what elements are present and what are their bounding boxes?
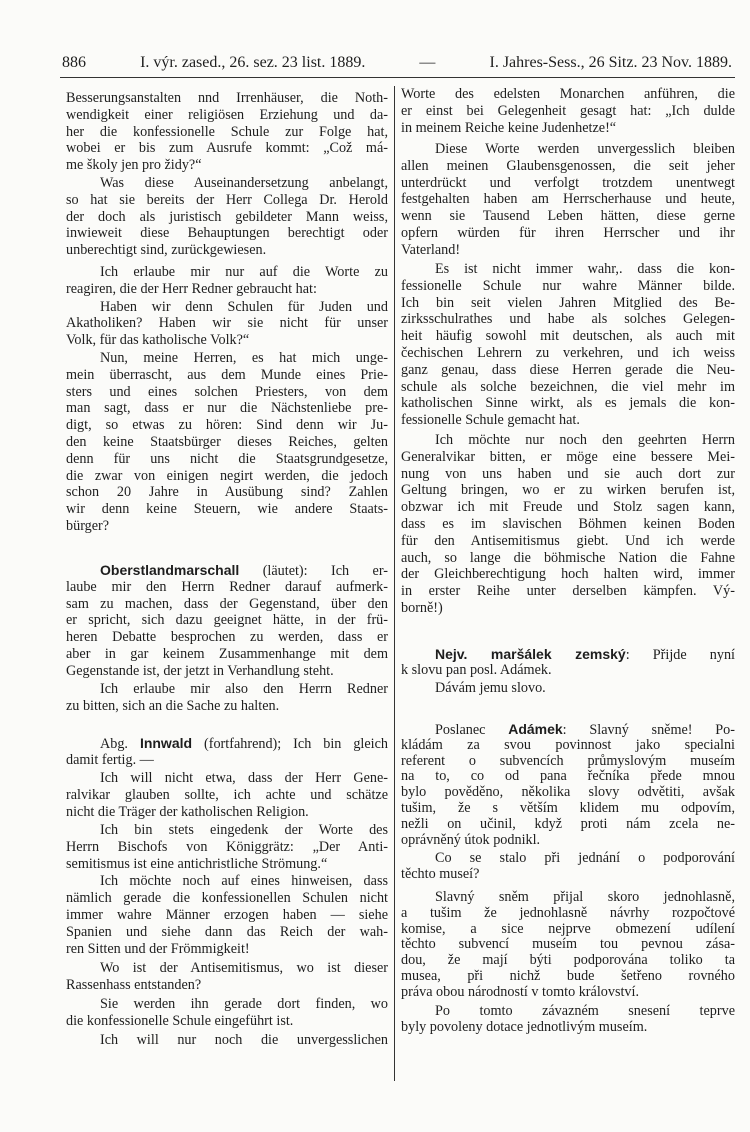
paragraph <box>66 264 388 298</box>
text-line: der Gleichberechtigung hoch halten wird, immer <box>401 566 735 583</box>
text-line: Ich will nur noch die unvergesslichen <box>100 1032 388 1048</box>
text-line: nung von uns haben und sie auch dort zur <box>401 465 735 482</box>
text-line: auch, so lange die böhmische Nation die Fahne <box>401 549 735 566</box>
text-line: in meinem Reiche keine Judenhetze!“ <box>401 119 617 136</box>
paragraph <box>66 299 388 349</box>
text-line: Ich will nicht etwa, dass der Herr Gene- <box>100 770 388 786</box>
text-line: Besserungsanstalten nnd Irrenhäuser, die Noth- <box>66 90 388 106</box>
paragraph <box>401 851 735 883</box>
paragraph <box>66 996 388 1030</box>
text-line: práva obou národností v tomto království. <box>401 983 640 1000</box>
text-line: borně!) <box>401 599 443 616</box>
text-line: in erster Reihe unter derselben kämpfen. Vý- <box>401 583 735 600</box>
text-line <box>401 647 735 663</box>
text-line: wir denn keine Steuern, wie andere Staats- <box>66 501 388 518</box>
text-line: Ich erlaube mir also den Herrn Redner <box>100 681 388 697</box>
text-line: oprávněný útok podnikl. <box>401 831 541 848</box>
text-line: na to, co od pana řečníka přede mnou <box>401 768 735 785</box>
paragraph <box>401 681 735 697</box>
text-line: her die konfessionelle Schule zur Folge hat, <box>66 123 388 140</box>
header-dash: — <box>419 54 436 71</box>
paragraph <box>401 261 735 429</box>
text-line: Vaterland! <box>401 241 461 258</box>
paragraph <box>401 86 735 136</box>
text-segment: (läutet): Ich er- <box>239 563 388 579</box>
text-line: Es ist nicht immer wahr,. dass die kon- <box>435 261 735 277</box>
speaker-name: Oberstlandmarschall <box>100 562 240 578</box>
text-line: er spricht, sich dazu geeignet hätte, in der frü- <box>66 612 388 629</box>
paragraph <box>66 681 388 715</box>
paragraph <box>401 647 735 679</box>
text-line: bylo pověděno, několika slovy odvětiti, avšak <box>401 784 735 801</box>
text-line: schule als solche bezeichnen, die viel mehr im <box>401 378 735 395</box>
paragraph <box>401 141 735 259</box>
text-line: unterdrückt und verfolgt trotzdem unentwegt <box>401 174 735 191</box>
text-line: ren Sitten und der Frömmigkeit! <box>66 940 250 957</box>
text-line: Rassenhass entstanden? <box>66 976 202 993</box>
text-line: musea, při nichž bude šetřeno rovného <box>401 967 735 984</box>
header-german-session: I. Jahres-Sess., 26 Sitz. 23 Nov. 1889. <box>489 54 732 71</box>
text-line: die zwar von einigen negirt werden, die jedoch <box>66 467 388 484</box>
text-line: Nun, meine Herren, es hat mich unge- <box>100 350 388 366</box>
column-divider <box>394 86 395 1081</box>
speaker-name: Nejv. maršálek zemský <box>435 646 626 662</box>
paragraph <box>66 175 388 259</box>
paragraph <box>66 770 388 820</box>
text-line: byly povoleny dotace jednotlivým museím. <box>401 1018 648 1035</box>
text-line: čechischen Lehrern zu verkehren, und ich weiss <box>401 344 735 361</box>
text-line: digt, so etwas zu hören: Sind denn wir Ju- <box>66 417 388 434</box>
text-line: Haben wir denn Schulen für Juden und <box>100 298 388 315</box>
text-line: dass es im slavischen Böhmen keinen Boden <box>401 515 735 532</box>
text-line: tušim, že s větším klidem mu odpovím, <box>401 799 735 816</box>
text-line: fessionelle Schule gemacht hat. <box>401 412 580 429</box>
text-line: nežli on učinil, když proti nám zcela ne- <box>401 815 735 832</box>
text-line: opfern würden für ihren Herrscher und ihr <box>401 224 735 241</box>
paragraph <box>401 890 735 1001</box>
text-line: těchto museí? <box>401 865 480 882</box>
text-line: schon 20 Jahre in Ausübung sind? Zahlen <box>66 484 388 501</box>
text-line: Wo ist der Antisemitismus, wo ist dieser <box>100 960 388 976</box>
text-line: sam zu machen, dass der Gegenstand, über den <box>66 595 388 612</box>
paragraph <box>401 722 735 848</box>
text-segment: : Slavný sněme! Po- <box>562 722 735 738</box>
text-segment: Abg. <box>100 736 140 752</box>
text-line: damit fertig. — <box>66 751 154 768</box>
text-line: Co se stalo při jednání o podporování <box>435 850 735 866</box>
text-line: Herrn Bischofs von Königgrätz: „Der Anti- <box>66 838 388 855</box>
text-line: der doch als juristisch gebildeter Mann weiss, <box>66 208 388 225</box>
text-line: allen meinen Glaubensgenossen, die seit jeher <box>401 157 735 174</box>
text-line: nicht die Träger der katholischen Religion. <box>66 803 309 820</box>
text-line: a tušim že jednohlasně návrhy rozpočtové <box>401 904 735 921</box>
text-line: wobei er bis zum Ausrufe kommt: „Což má- <box>66 140 388 157</box>
paragraph <box>66 822 388 872</box>
text-line: zu bitten, sich an die Sache zu halten. <box>66 697 280 714</box>
text-line: heit häufig sowohl mit deutschen, als auch mit <box>401 328 735 345</box>
text-line: Akatholiken? Haben wir sie nicht für unser <box>66 315 388 332</box>
text-line: Gegenstande ist, der jetzt in Verhandlung steht. <box>66 662 334 679</box>
text-line: die konfessionelle Schule eingeführt ist. <box>66 1012 294 1029</box>
text-line <box>66 735 388 752</box>
text-line: festgehalten haben am Herrscherhause und heute, <box>401 191 735 208</box>
text-line: k slovu pan posl. Adámek. <box>401 661 552 678</box>
text-line: Geltung bringen, wo er zu wirken berufen ist, <box>401 482 735 499</box>
text-line: Slavný sněm přijal skoro jednohlasně, <box>435 889 735 905</box>
text-line: aber in gar keinem Zusammenhange mit dem <box>66 645 388 662</box>
paragraph <box>66 1032 388 1049</box>
text-line: Volk, für das katholische Volk?“ <box>66 332 250 349</box>
text-line: dou, že mají býti podporována toliko ta <box>401 952 735 969</box>
text-line: heren Debatte besprochen zu werden, dass er <box>66 629 388 646</box>
text-line: Ich möchte nur noch den geehrten Herrn <box>435 432 735 448</box>
paragraph <box>66 350 388 535</box>
text-line: ganz genau, dass diese Herren gerade die Neu- <box>401 361 735 378</box>
text-line: für den Antisemitismus giebt. Und ich werde <box>401 532 735 549</box>
text-line <box>66 562 388 579</box>
text-line: Ich möchte noch auf eines hinweisen, dass <box>100 873 388 890</box>
text-line: denn für uns nicht die Staatsgrundgesetze, <box>66 450 388 467</box>
text-line: fessionelle Schule nur wahre Männer bilde. <box>401 277 735 294</box>
text-line: immer wahre Männer erzogen haben — siehe <box>66 906 388 923</box>
paragraph <box>401 1004 735 1036</box>
text-line: referent o subvencích průmyslovým museím <box>401 752 735 769</box>
text-line: mein überrascht, aus dem Munde eines Prie- <box>66 366 388 383</box>
text-line: semitismus ist eine antichristliche Strömung.“ <box>66 855 328 872</box>
text-line: komise, a sice nejprve obmezení udílení <box>401 920 735 937</box>
paragraph <box>66 960 388 994</box>
text-line: Sie werden ihn gerade dort finden, wo <box>100 996 388 1012</box>
text-line: Ich bin seit vielen Jahren Mitglied des Be- <box>401 294 735 311</box>
text-line: Spanien und siehe dann das Reich der wah- <box>66 923 388 940</box>
header-rule <box>60 77 735 78</box>
text-line: wenn sie Tausend Leben hätten, diese gerne <box>401 208 735 225</box>
speaker-name: Adámek <box>508 721 563 737</box>
text-line: Ich erlaube mir nur auf die Worte zu <box>100 264 388 280</box>
text-line: me školy jen pro židy?“ <box>66 157 202 174</box>
text-line: kládám za svou povinnost jako specialni <box>401 736 735 753</box>
text-line: Worte des edelsten Monarchen anführen, die <box>401 86 735 102</box>
paragraph <box>66 735 388 769</box>
speaker-name: Innwald <box>139 735 193 751</box>
text-line: Was diese Auseinandersetzung anbelangt, <box>100 175 388 191</box>
text-line: Po tomto závazném snesení teprve <box>435 1003 735 1019</box>
text-line: Dávám jemu slovo. <box>435 680 546 696</box>
text-line: so hat sie bereits der Herr Collega Dr. Herold <box>66 191 388 208</box>
paragraph <box>401 432 735 617</box>
text-line: nämlich gerade die konfessionellen Schulen nicht <box>66 890 388 907</box>
text-line: reagiren, die der Herr Redner gebraucht hat: <box>66 280 317 297</box>
page-header <box>62 50 732 72</box>
paragraph <box>66 873 388 957</box>
text-line: inwieweit diese Behauptungen berechtigt oder <box>66 225 388 242</box>
text-line: Diese Worte werden unvergesslich bleiben <box>435 141 735 157</box>
text-line: den keine Staatsbürger dieses Reiches, gelten <box>66 433 388 450</box>
text-line: ralvikar glauben sollte, ich achte und schätze <box>66 786 388 803</box>
text-line <box>401 722 735 738</box>
page-number: 886 <box>62 54 86 71</box>
paragraph <box>66 562 388 680</box>
text-segment: : Přijde nyní <box>625 647 735 663</box>
text-line: zirksschulrathes und habe als solches Gelegen- <box>401 311 735 328</box>
text-line: man sagt, dass er nur die Nächstenliebe pre- <box>66 400 388 417</box>
text-segment: Poslanec <box>435 722 509 738</box>
text-line: obzwar ich mit Freude und Stolz sagen kann, <box>401 499 735 516</box>
text-line: katholischen Sinne wirkt, als es jemals die kon- <box>401 395 735 412</box>
text-line: laube mir den Herrn Redner darauf aufmerk- <box>66 578 388 595</box>
header-czech-session: I. výr. zased., 26. sez. 23 list. 1889. <box>140 54 366 71</box>
text-segment: (fortfahrend); Ich bin gleich <box>192 736 388 752</box>
text-line: Generalvikar bitten, er möge eine bessere Mei- <box>401 448 735 465</box>
text-line: těchto subvencí museím tou pevnou zása- <box>401 936 735 953</box>
text-line: bürger? <box>66 517 110 534</box>
text-line: Ich bin stets eingedenk der Worte des <box>100 822 388 838</box>
text-line: er einst bei Gelegenheit gesagt hat: „Ich dulde <box>401 102 735 119</box>
text-line: sters und eines solchen Priesters, von dem <box>66 383 388 400</box>
text-line: unberechtigt sind, zurückgewiesen. <box>66 242 267 259</box>
text-line: wendigkeit einer religiösen Erziehung und da- <box>66 106 388 123</box>
paragraph <box>66 90 388 174</box>
